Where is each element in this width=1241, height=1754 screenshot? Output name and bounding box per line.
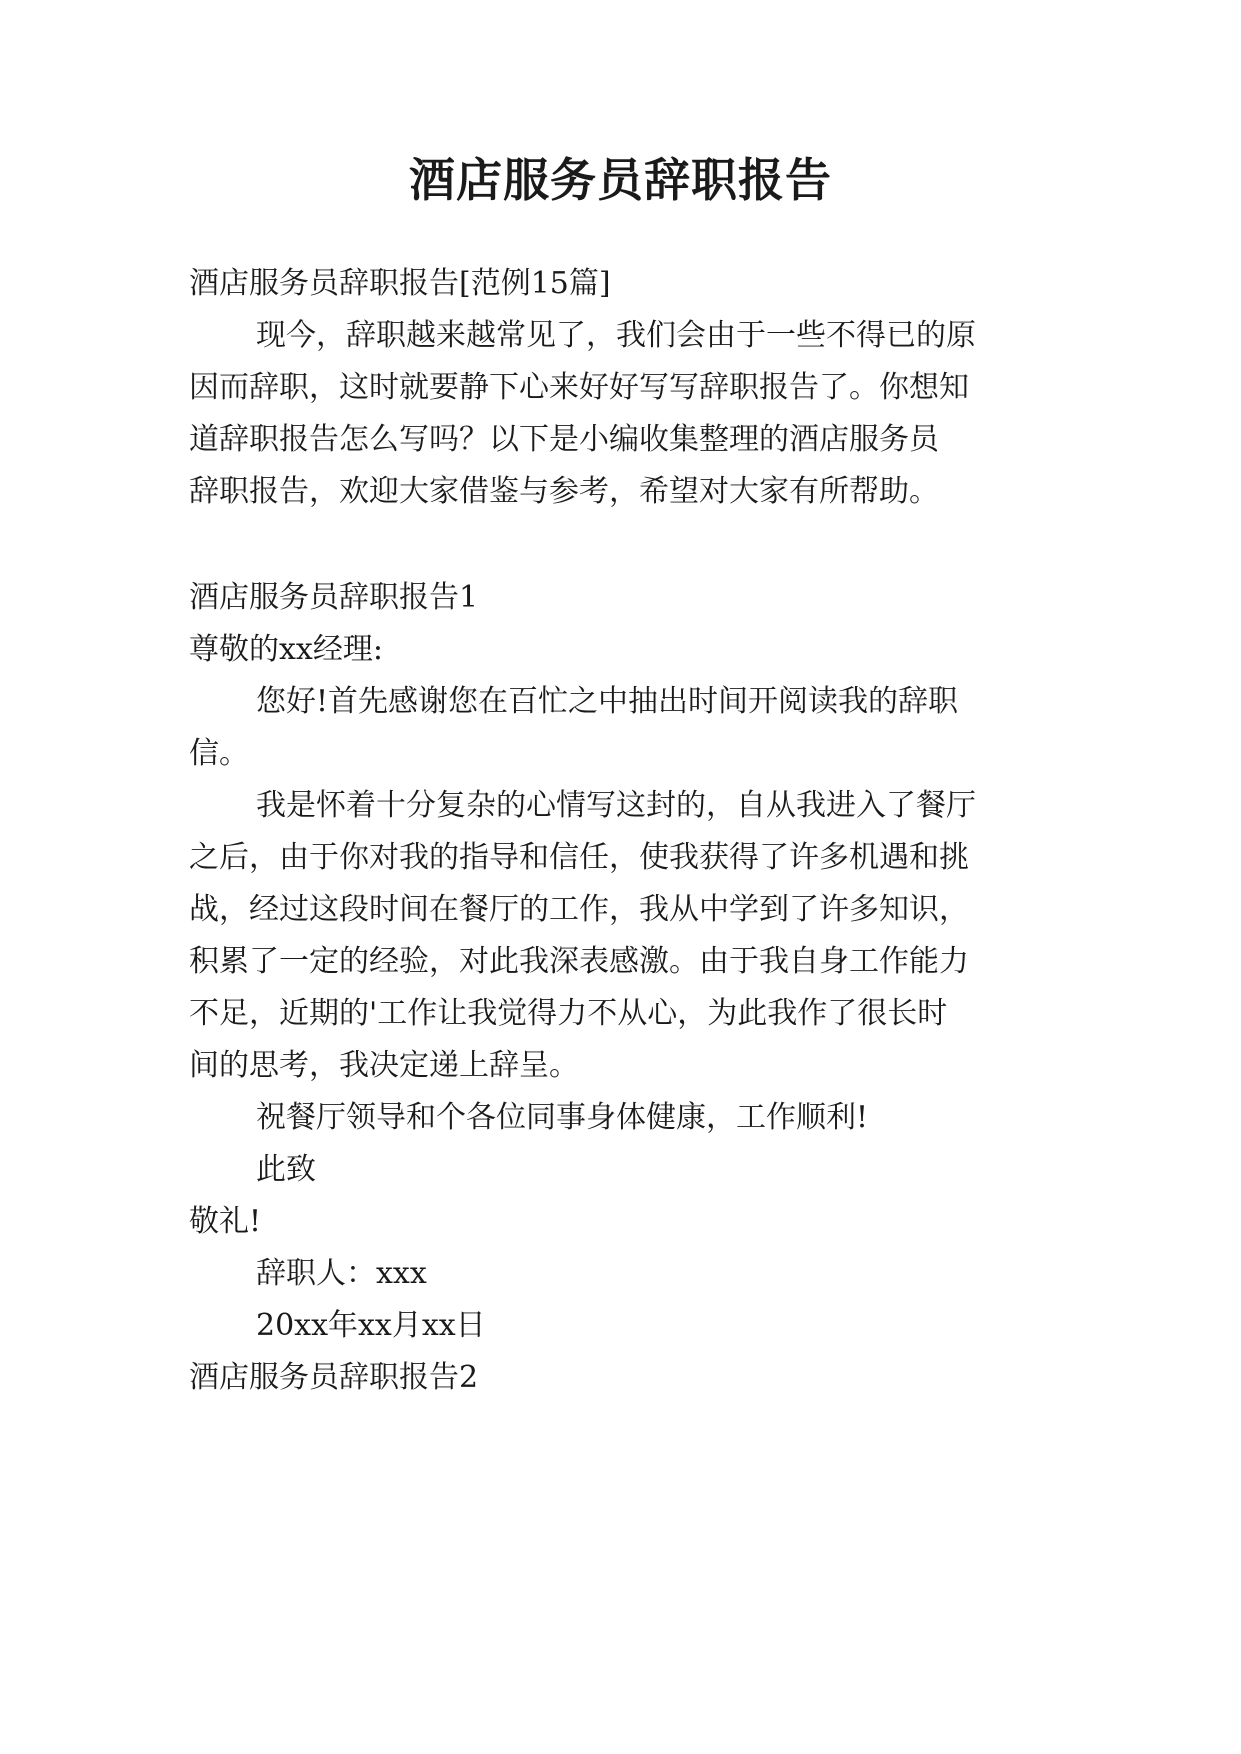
- paragraph-line: 积累了一定的经验，对此我深表感激。由于我自身工作能力: [189, 944, 969, 979]
- document-title: 酒店服务员辞职报告: [409, 153, 832, 207]
- paragraph-line: 之后，由于你对我的指导和信任，使我获得了许多机遇和挑: [189, 840, 969, 875]
- intro-line: 现今，辞职越来越常见了，我们会由于一些不得已的原: [256, 318, 976, 353]
- intro-line: 因而辞职，这时就要静下心来好好写写辞职报告了。你想知: [189, 370, 969, 405]
- paragraph-line: 战，经过这段时间在餐厅的工作，我从中学到了许多知识，: [189, 892, 969, 927]
- document-subtitle: 酒店服务员辞职报告[范例15篇]: [189, 266, 611, 301]
- salutation: 尊敬的xx经理:: [189, 632, 383, 667]
- signature-line: 辞职人：xxx: [256, 1256, 427, 1291]
- intro-line: 辞职报告，欢迎大家借鉴与参考，希望对大家有所帮助。: [189, 474, 939, 509]
- wishes-line: 祝餐厅领导和个各位同事身体健康，工作顺利!: [256, 1100, 869, 1135]
- intro-line: 道辞职报告怎么写吗？以下是小编收集整理的酒店服务员: [189, 422, 939, 457]
- paragraph-line: 我是怀着十分复杂的心情写这封的，自从我进入了餐厅: [256, 788, 976, 823]
- closing-line: 此致: [256, 1152, 316, 1187]
- date-line: 20xx年xx月xx日: [256, 1308, 486, 1343]
- paragraph-line: 不足，近期的'工作让我觉得力不从心，为此我作了很长时: [189, 996, 948, 1031]
- closing-line: 敬礼!: [189, 1204, 262, 1239]
- section-heading: 酒店服务员辞职报告1: [189, 580, 479, 615]
- section-heading: 酒店服务员辞职报告2: [189, 1360, 479, 1395]
- paragraph-line: 信。: [189, 736, 249, 771]
- paragraph-line: 您好!首先感谢您在百忙之中抽出时间开阅读我的辞职: [256, 684, 959, 719]
- paragraph-line: 间的思考，我决定递上辞呈。: [189, 1048, 579, 1083]
